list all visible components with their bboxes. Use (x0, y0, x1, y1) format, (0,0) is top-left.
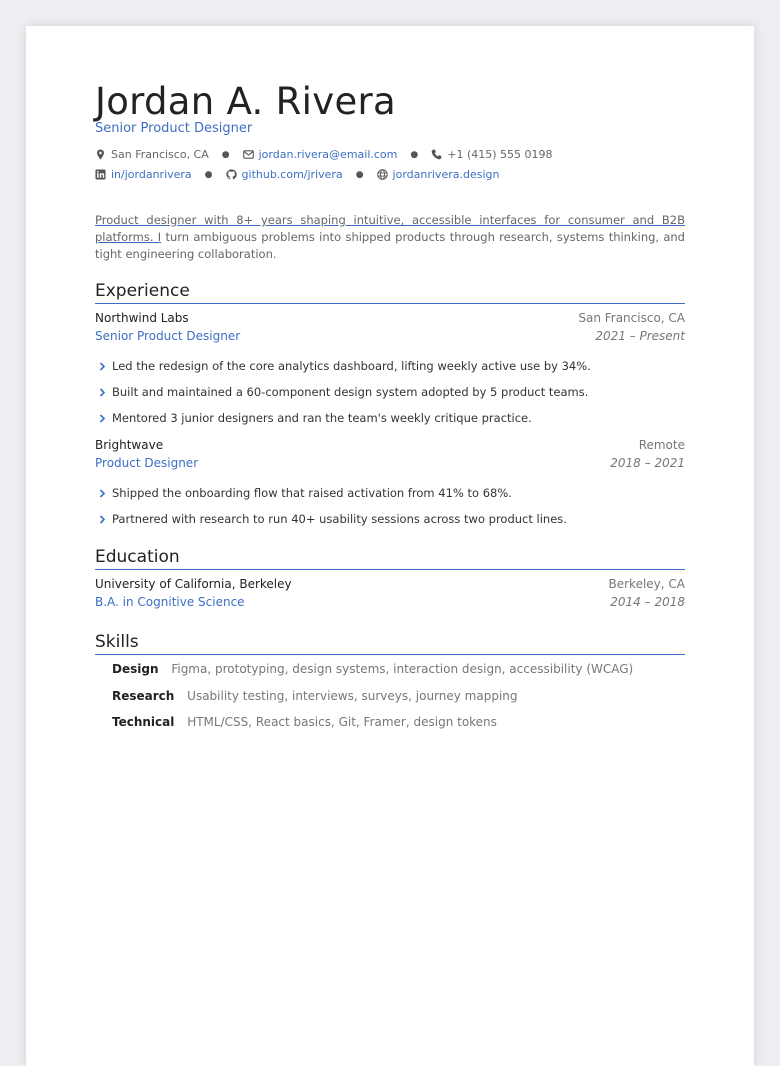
linkedin-item[interactable] (95, 168, 192, 181)
linkedin-link[interactable]: in/jordanrivera (111, 168, 192, 181)
chevron-right-icon (99, 384, 112, 400)
website-item[interactable] (377, 168, 500, 181)
bullet-text: Built and maintained a 60-component design system adopted by 5 product teams. (112, 385, 589, 399)
skill-category: Technical (112, 715, 175, 729)
github-icon (226, 169, 237, 180)
job-1-company: Northwind Labs (95, 311, 189, 325)
job-2-title: Product Designer (95, 456, 199, 470)
job-1-dates: 2021 – Present (595, 329, 685, 343)
location-text: San Francisco, CA (111, 148, 209, 161)
globe-icon (377, 169, 388, 180)
skill-category: Design (112, 662, 159, 676)
bullet-text: Mentored 3 junior designers and ran the team's weekly critique practice. (112, 411, 532, 425)
phone-text: +1 (415) 555 0198 (447, 148, 553, 161)
job-2-location: Remote (638, 438, 685, 452)
chevron-right-icon (99, 485, 112, 501)
skill-row-technical (112, 713, 497, 731)
summary-paragraph (95, 212, 685, 263)
skill-value: HTML/CSS, React basics, Git, Framer, design tokens (187, 715, 497, 729)
location-item (95, 148, 209, 161)
website-link[interactable]: jordanrivera.design (392, 168, 500, 181)
job-1-bullet-1 (99, 358, 679, 374)
person-name: Jordan A. Rivera (95, 80, 396, 123)
skill-row-research (112, 687, 518, 705)
separator-dot: ● (204, 169, 213, 180)
chevron-right-icon (99, 511, 112, 527)
email-item[interactable] (243, 148, 398, 161)
linkedin-icon (95, 169, 106, 180)
job-1-location: San Francisco, CA (578, 311, 685, 325)
contact-row-2 (95, 168, 499, 181)
skill-value: Usability testing, interviews, surveys, journey mapping (187, 689, 518, 703)
skill-row-design (112, 660, 633, 678)
job-1-bullet-2 (99, 384, 679, 400)
bullet-text: Shipped the onboarding flow that raised activation from 41% to 68%. (112, 486, 512, 500)
education-dates: 2014 – 2018 (610, 595, 685, 609)
education-degree: B.A. in Cognitive Science (95, 595, 245, 609)
bullet-text: Led the redesign of the core analytics dashboard, lifting weekly active use by 34%. (112, 359, 591, 373)
job-2-company: Brightwave (95, 438, 164, 452)
phone-icon (431, 149, 442, 160)
skills-heading: Skills (95, 631, 685, 655)
email-link[interactable]: jordan.rivera@email.com (258, 148, 398, 161)
summary-rest: turn ambiguous problems into shipped products through research, systems thinking, and tight engineering collaboration. (95, 230, 685, 261)
experience-heading: Experience (95, 280, 685, 304)
separator-dot: ● (355, 169, 364, 180)
chevron-right-icon (99, 410, 112, 426)
job-2-dates: 2018 – 2021 (610, 456, 685, 470)
github-link[interactable]: github.com/jrivera (241, 168, 343, 181)
summary-first-line: Product designer with 8+ years shaping intuitive, accessible interfaces for consumer and B2B platforms. I (95, 213, 685, 244)
separator-dot: ● (221, 149, 230, 160)
skill-category: Research (112, 689, 175, 703)
job-2-bullet-1 (99, 485, 679, 501)
envelope-icon (243, 149, 254, 160)
job-1-title: Senior Product Designer (95, 329, 241, 343)
education-location: Berkeley, CA (608, 577, 685, 591)
person-role: Senior Product Designer (95, 121, 253, 136)
skill-value: Figma, prototyping, design systems, interaction design, accessibility (WCAG) (171, 662, 634, 676)
bullet-text: Partnered with research to run 40+ usability sessions across two product lines. (112, 512, 567, 526)
phone-item (431, 148, 552, 161)
chevron-right-icon (99, 358, 112, 374)
education-school: University of California, Berkeley (95, 577, 292, 591)
job-1-bullet-3 (99, 410, 679, 426)
map-marker-icon (95, 149, 106, 160)
github-item[interactable] (226, 168, 343, 181)
resume-page (26, 26, 754, 1066)
separator-dot: ● (410, 149, 419, 160)
contact-row-1 (95, 148, 553, 161)
education-heading: Education (95, 546, 685, 570)
job-2-bullet-2 (99, 511, 679, 527)
